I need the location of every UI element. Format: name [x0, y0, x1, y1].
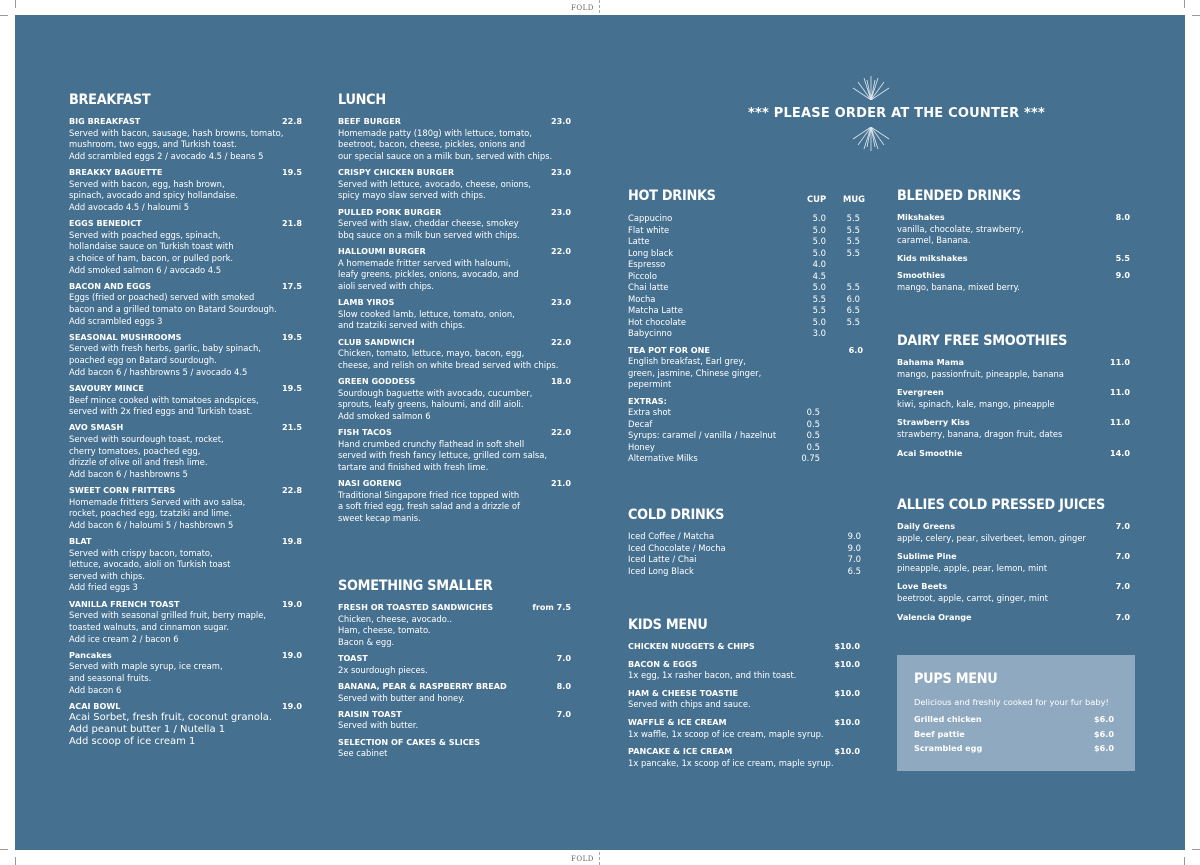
item-name: WAFFLE & ICE CREAM: [628, 716, 727, 727]
kids-heading: KIDS MENU: [628, 617, 708, 633]
item-price: 5.5: [1115, 252, 1130, 263]
drink-name: Latte: [628, 236, 650, 246]
item-price: 22.8: [282, 116, 302, 126]
item-name: BLAT: [69, 536, 92, 547]
item-price: 19.5: [282, 382, 302, 393]
drink-row: [628, 282, 863, 294]
drink-name: Piccolo: [628, 270, 657, 281]
blended-heading: BLENDED DRINKS: [897, 188, 1021, 204]
item-price: 23.0: [551, 297, 571, 308]
drink-name: Iced Latte / Chai: [628, 554, 697, 564]
drink-row: [628, 554, 861, 566]
dairy-free-section: [897, 333, 1130, 464]
item-price: 23.0: [551, 206, 571, 217]
item-name: Mikshakes: [897, 212, 945, 222]
menu-item: [897, 387, 1130, 410]
breakfast-list: [69, 116, 302, 747]
item-name: Love Beets: [897, 581, 948, 592]
blended-section: [897, 188, 1130, 298]
menu-item: [338, 709, 571, 732]
menu-item: [338, 337, 571, 372]
pups-row: [914, 729, 1114, 741]
extra-price: 0.5: [806, 418, 820, 429]
extra-price: 0.5: [806, 407, 820, 418]
extras-list: [628, 407, 863, 465]
extra-name: Honey: [628, 441, 655, 452]
item-description: Served with maple syrup, ice cream, and seasonal fruits. Add bacon 6: [69, 661, 223, 695]
cup-price: 5.0: [812, 236, 826, 246]
sunburst-bottom-decoration: [850, 127, 892, 153]
item-name: Strawberry Kiss: [897, 417, 970, 428]
drink-name: Flat white: [628, 224, 670, 235]
item-name: VANILLA FRENCH TOAST: [69, 598, 180, 609]
item-description: Acai Sorbet, fresh fruit, coconut granola. Add peanut butter 1 / Nutella 1 Add scoop of ice cream 1: [69, 712, 273, 747]
item-price: 19.5: [282, 331, 302, 342]
cold-drinks-heading: COLD DRINKS: [628, 507, 725, 523]
item-name: BACON AND EGGS: [69, 280, 152, 291]
extra-row: [628, 453, 863, 465]
item-name: EGGS BENEDICT: [69, 218, 142, 229]
teapot-item: [628, 345, 863, 391]
drink-name: Matcha Latte: [628, 305, 683, 315]
menu-item: [628, 717, 860, 740]
item-price: 18.0: [551, 376, 571, 386]
cup-price: 4.5: [812, 270, 826, 281]
menu-item: [338, 376, 571, 422]
item-description: 2x sourdough pieces.: [338, 664, 428, 675]
menu-item: [338, 297, 571, 332]
item-description: pineapple, apple, pear, lemon, mint: [897, 562, 1048, 573]
pups-list: [914, 714, 1114, 755]
item-description: 1x waffle, 1x scoop of ice cream, maple syrup.: [628, 728, 824, 739]
drink-name: Cappucino: [628, 213, 673, 223]
item-price: 23.0: [551, 167, 571, 178]
cup-price: 5.0: [812, 213, 826, 223]
item-price: 21.8: [282, 218, 302, 229]
cup-price: 5.0: [812, 247, 826, 258]
item-name: Valencia Orange: [897, 611, 972, 622]
mug-price: 5.5: [846, 213, 860, 223]
item-name: RAISIN TOAST: [338, 708, 402, 719]
item-description: 1x egg, 1x rasher bacon, and thin toast.: [628, 670, 797, 681]
menu-item: [897, 253, 1130, 265]
dairy-free-heading: DAIRY FREE SMOOTHIES: [897, 333, 1068, 349]
item-name: FISH TACOS: [338, 427, 392, 438]
extra-name: Alternative Milks: [628, 453, 698, 464]
item-description: vanilla, chocolate, strawberry, caramel, Banana.: [897, 223, 1024, 246]
item-price: 7.0: [556, 653, 571, 664]
item-price: 8.0: [1115, 212, 1130, 222]
drink-name: Iced Chocolate / Mocha: [628, 542, 726, 553]
item-description: kiwi, spinach, kale, mango, pineapple: [897, 398, 1055, 409]
menu-item: [628, 746, 860, 769]
item-price: 19.8: [282, 536, 302, 547]
item-name: PANCAKE & ICE CREAM: [628, 746, 733, 757]
item-price: 21.0: [551, 478, 571, 489]
drink-row: [628, 531, 861, 543]
item-name: Bahama Mama: [897, 357, 964, 367]
item-price: 7.0: [1115, 611, 1130, 622]
menu-item: [897, 270, 1130, 293]
mug-price: 6.0: [846, 293, 860, 304]
mug-price: 6.5: [846, 305, 860, 315]
item-description: Served with fresh herbs, garlic, baby spinach, poached egg on Batard sourdough. Add bacon 6 / hashbrowns 5 / avocado 4.5: [69, 343, 261, 377]
item-description: English breakfast, Earl grey, green, jasmine, Chinese ginger, pepermint: [628, 356, 762, 390]
menu-item: [628, 659, 860, 682]
juices-section: [897, 497, 1130, 628]
menu-item: [69, 701, 302, 747]
pups-item-price: $6.0: [1094, 714, 1114, 724]
menu-item: [628, 688, 860, 711]
lunch-heading: LUNCH: [338, 92, 386, 108]
breakfast-section: [69, 92, 302, 752]
pups-item-name: Grilled chicken: [914, 714, 982, 724]
item-description: Served with butter and honey.: [338, 692, 465, 703]
menu-item: [897, 448, 1130, 460]
item-name: Kids mikshakes: [897, 252, 968, 263]
item-name: SELECTION OF CAKES & SLICES: [338, 736, 481, 747]
drink-row: [628, 248, 863, 260]
item-description: Slow cooked lamb, lettuce, tomato, onion, and tzatziki served with chips.: [338, 308, 515, 331]
item-price: $10.0: [834, 641, 860, 651]
mug-price: 5.5: [846, 282, 860, 292]
item-price: $10.0: [834, 716, 860, 727]
drink-price: 7.0: [847, 554, 861, 564]
item-price: 11.0: [1110, 387, 1130, 398]
item-description: Chicken, cheese, avocado.. Ham, cheese, tomato. Bacon & egg.: [338, 613, 453, 647]
menu-item: [338, 602, 571, 648]
item-description: beetroot, apple, carrot, ginger, mint: [897, 592, 1048, 603]
item-description: Sourdough baguette with avocado, cucumber, sprouts, leafy greens, haloumi, and dill aioli. Add smoked salmon 6: [338, 387, 533, 421]
item-name: BIG BREAKFAST: [69, 116, 141, 126]
item-name: SAVOURY MINCE: [69, 382, 144, 393]
smaller-section: [338, 578, 571, 765]
item-price: 7.0: [1115, 551, 1130, 562]
item-description: Served with butter.: [338, 720, 419, 731]
item-description: A homemade fritter served with haloumi, leafy greens, pickles, onions, avocado, and aioli served with chips.: [338, 257, 519, 291]
drink-row: [628, 213, 863, 225]
item-name: BANANA, PEAR & RASPBERRY BREAD: [338, 680, 507, 691]
extra-row: [628, 419, 863, 431]
cup-price: 4.0: [812, 259, 826, 269]
item-name: TOAST: [338, 653, 368, 664]
hot-drinks-section: [628, 188, 866, 465]
pups-menu-box: [897, 655, 1135, 771]
drink-row: [628, 259, 863, 271]
item-name: AVO SMASH: [69, 422, 124, 433]
extra-name: Decaf: [628, 418, 653, 429]
pups-heading: PUPS MENU: [914, 671, 998, 687]
crop-mark: [15, 0, 16, 8]
item-price: 22.8: [282, 485, 302, 496]
cup-column-header: CUP: [807, 194, 827, 204]
menu-item: [628, 641, 860, 653]
item-name: Daily Greens: [897, 521, 956, 531]
item-price: 7.0: [1115, 581, 1130, 592]
fold-label-bottom: FOLD: [571, 855, 594, 863]
pups-row: [914, 743, 1114, 755]
menu-item: [897, 581, 1130, 604]
item-price: 23.0: [551, 116, 571, 126]
menu-item: [69, 332, 302, 378]
item-price: 22.0: [551, 336, 571, 347]
extra-price: 0.5: [806, 430, 820, 441]
item-price: 14.0: [1110, 447, 1130, 458]
item-name: TEA POT FOR ONE: [628, 344, 710, 355]
fold-label-top: FOLD: [571, 4, 594, 12]
item-description: Chicken, tomato, lettuce, mayo, bacon, egg, cheese, and relish on white bread served with chips.: [338, 348, 559, 370]
kids-section: [628, 617, 860, 774]
menu-item: [69, 281, 302, 327]
item-description: Served with slaw, cheddar cheese, smokey bbq sauce on a milk bun served with chips.: [338, 218, 520, 240]
menu-item: [338, 478, 571, 524]
item-price: 17.5: [282, 280, 302, 291]
menu-item: [338, 737, 571, 760]
mug-column-header: MUG: [843, 194, 866, 204]
mug-price: 5.5: [846, 236, 860, 246]
menu-item: [69, 422, 302, 480]
menu-item: [338, 681, 571, 704]
drink-price: 6.5: [847, 565, 861, 576]
pups-item-name: Beef pattie: [914, 728, 965, 739]
item-name: CLUB SANDWICH: [338, 336, 415, 347]
lunch-section: [338, 92, 571, 529]
item-name: SWEET CORN FRITTERS: [69, 485, 176, 496]
drink-row: [628, 236, 863, 248]
item-name: CRISPY CHICKEN BURGER: [338, 167, 455, 178]
item-description: Traditional Singapore fried rice topped with a soft fried egg, fresh salad and a drizzle of sweet kecap manis.: [338, 489, 520, 523]
extra-row: [628, 442, 863, 454]
menu-item: [897, 357, 1130, 380]
menu-item: [338, 167, 571, 202]
item-name: HALLOUMI BURGER: [338, 246, 426, 256]
menu-item: [338, 116, 571, 162]
item-price: $10.0: [834, 658, 860, 669]
drink-row: [628, 225, 863, 237]
item-name: FRESH OR TOASTED SANDWICHES: [338, 602, 494, 612]
drink-row: [628, 543, 861, 555]
item-description: Served with sourdough toast, rocket, cherry tomatoes, poached egg, drizzle of olive oil and fresh lime. Add bacon 6 / hashbrowns 5: [69, 433, 224, 479]
item-name: PULLED PORK BURGER: [338, 206, 442, 217]
menu-item: [897, 551, 1130, 574]
cold-drinks-section: [628, 507, 861, 577]
item-description: Eggs (fried or poached) served with smoked bacon and a grilled tomato on Batard Sourdough. Add scrambled eggs 3: [69, 292, 277, 326]
crop-mark: [0, 15, 8, 16]
menu-item: [897, 521, 1130, 544]
item-name: BREAKKY BAGUETTE: [69, 167, 163, 178]
breakfast-heading: BREAKFAST: [69, 92, 151, 108]
drink-name: Espresso: [628, 259, 666, 269]
menu-item: [69, 383, 302, 418]
drink-name: Babycinno: [628, 328, 672, 338]
drink-price: 9.0: [847, 531, 861, 541]
item-description: strawberry, banana, dragon fruit, dates: [897, 428, 1063, 439]
item-description: apple, celery, pear, silverbeet, lemon, ginger: [897, 532, 1086, 543]
item-price: 22.0: [551, 427, 571, 438]
hot-drinks-list: [628, 213, 863, 340]
drink-name: Hot chocolate: [628, 316, 687, 327]
item-price: 21.5: [282, 422, 302, 433]
item-name: NASI GORENG: [338, 478, 402, 489]
menu-item: [69, 485, 302, 531]
menu-item: [338, 207, 571, 242]
pups-subtitle: Delicious and freshly cooked for your fur baby!: [914, 697, 1109, 707]
menu-item: [338, 246, 571, 292]
pups-item-price: $6.0: [1094, 728, 1114, 739]
drink-row: [628, 305, 863, 317]
item-price: 9.0: [1115, 270, 1130, 281]
item-name: CHICKEN NUGGETS & CHIPS: [628, 641, 755, 651]
lunch-list: [338, 116, 571, 525]
item-price: 19.0: [282, 598, 302, 609]
cup-price: 5.0: [812, 316, 826, 327]
item-description: Hand crumbed crunchy flathead in soft shell served with fresh fancy lettuce, grilled corn salsa, tartare and finished with fresh lime.: [338, 438, 548, 472]
crop-mark: [1184, 0, 1185, 8]
item-name: BEEF BURGER: [338, 116, 401, 126]
extras-heading: EXTRAS:: [628, 395, 667, 406]
menu-item: [338, 427, 571, 473]
mug-price: 5.5: [846, 316, 860, 327]
drink-name: Long black: [628, 247, 674, 258]
item-price: 6.0: [848, 344, 863, 355]
crop-mark: [1192, 849, 1200, 850]
pups-item-price: $6.0: [1094, 743, 1114, 753]
item-description: Served with bacon, sausage, hash browns, tomato, mushroom, two eggs, and Turkish toast. Add scrambled eggs 2 / avocado 4.5 / beans 5: [69, 127, 284, 161]
item-name: Pancakes: [69, 649, 112, 660]
menu-item: [338, 653, 571, 676]
cup-price: 5.5: [812, 305, 826, 315]
hot-drinks-header: [628, 188, 866, 210]
item-description: mango, passionfruit, pineapple, banana: [897, 368, 1064, 379]
item-description: Served with lettuce, avocado, cheese, onions, spicy mayo slaw served with chips.: [338, 178, 531, 201]
menu-item: [69, 167, 302, 213]
extra-name: Extra shot: [628, 407, 671, 418]
drink-row: [628, 317, 863, 329]
item-price: 7.0: [556, 708, 571, 719]
sunburst-top-decoration: [850, 74, 892, 100]
item-description: mango, banana, mixed berry.: [897, 281, 1020, 292]
drink-name: Chai latte: [628, 282, 669, 292]
menu-item: [69, 599, 302, 645]
item-price: 19.5: [282, 167, 302, 178]
item-price: 8.0: [556, 680, 571, 691]
menu-item: [69, 116, 302, 162]
item-name: SEASONAL MUSHROOMS: [69, 331, 182, 342]
item-price: 19.0: [282, 700, 302, 711]
crop-mark: [0, 849, 8, 850]
extra-name: Syrups: caramel / vanilla / hazelnut: [628, 430, 777, 441]
item-price: $10.0: [834, 746, 860, 757]
hot-drinks-heading: HOT DRINKS: [628, 188, 716, 204]
drink-name: Iced Long Black: [628, 565, 694, 576]
item-price: 22.0: [551, 246, 571, 256]
item-description: Served with chips and sauce.: [628, 699, 751, 710]
crop-mark: [1184, 857, 1185, 865]
item-name: HAM & CHEESE TOASTIE: [628, 687, 739, 698]
menu-item: [69, 650, 302, 696]
crop-mark: [15, 857, 16, 865]
drink-row: [628, 566, 861, 578]
crop-mark: [1192, 15, 1200, 16]
cup-price: 5.0: [812, 282, 826, 292]
item-name: Acai Smoothie: [897, 447, 963, 458]
drink-row: [628, 328, 863, 340]
menu-item: [897, 417, 1130, 440]
juices-heading: ALLIES COLD PRESSED JUICES: [897, 497, 1106, 513]
item-price: from 7.5: [532, 602, 571, 612]
item-description: 1x pancake, 1x scoop of ice cream, maple syrup.: [628, 757, 834, 768]
cup-price: 5.5: [812, 293, 826, 304]
item-price: 11.0: [1110, 417, 1130, 428]
menu-item: [69, 218, 302, 276]
item-name: BACON & EGGS: [628, 658, 698, 669]
item-name: ACAI BOWL: [69, 700, 121, 711]
cup-price: 3.0: [812, 328, 826, 338]
item-name: Smoothies: [897, 270, 946, 281]
item-description: Served with poached eggs, spinach, hollandaise sauce on Turkish toast with a choice of ham, bacon, or pulled pork. Add smoked salmon 6 / avocado 4.5: [69, 229, 234, 275]
order-banner: *** PLEASE ORDER AT THE COUNTER ***: [748, 106, 1046, 121]
item-description: Homemade patty (180g) with lettuce, tomato, beetroot, bacon, cheese, pickles, onions and our special sauce on a milk bun, served with chips.: [338, 127, 553, 161]
item-name: Sublime Pine: [897, 551, 957, 562]
extra-row: [628, 407, 863, 419]
drink-name: Iced Coffee / Matcha: [628, 531, 715, 541]
item-name: LAMB YIROS: [338, 297, 395, 308]
item-description: Served with bacon, egg, hash brown, spinach, avocado and spicy hollandaise. Add avocado 4.5 / haloumi 5: [69, 178, 238, 212]
item-description: Homemade fritters Served with avo salsa, rocket, poached egg, tzatziki and lime. Add bacon 6 / haloumi 5 / hashbrown 5: [69, 496, 246, 530]
item-description: See cabinet: [338, 748, 388, 759]
item-description: Served with crispy bacon, tomato, lettuce, avocado, aioli on Turkish toast served with chips. Add fried eggs 3: [69, 547, 231, 593]
item-description: Served with seasonal grilled fruit, berry maple, toasted walnuts, and cinnamon sugar. Add ice cream 2 / bacon 6: [69, 610, 267, 644]
item-price: 11.0: [1110, 357, 1130, 367]
smaller-heading: SOMETHING SMALLER: [338, 578, 493, 594]
item-name: Evergreen: [897, 387, 944, 398]
menu-item: [897, 612, 1130, 624]
pups-row: [914, 714, 1114, 726]
mug-price: 5.5: [846, 224, 860, 235]
pups-item-name: Scrambled egg: [914, 743, 983, 753]
drink-name: Mocha: [628, 293, 656, 304]
item-price: 7.0: [1115, 521, 1130, 531]
drink-row: [628, 271, 863, 283]
item-description: Beef mince cooked with tomatoes andspices, served with 2x fried eggs and Turkish toast.: [69, 394, 259, 417]
menu-item: [69, 536, 302, 594]
drink-row: [628, 294, 863, 306]
menu-item: [897, 212, 1130, 247]
extra-price: 0.5: [806, 441, 820, 452]
extra-price: 0.75: [801, 453, 820, 464]
item-price: 19.0: [282, 649, 302, 660]
drink-price: 9.0: [847, 542, 861, 553]
item-price: $10.0: [834, 687, 860, 698]
item-name: GREEN GODDESS: [338, 376, 416, 386]
mug-price: 5.5: [846, 247, 860, 258]
cup-price: 5.0: [812, 224, 826, 235]
extra-row: [628, 430, 863, 442]
